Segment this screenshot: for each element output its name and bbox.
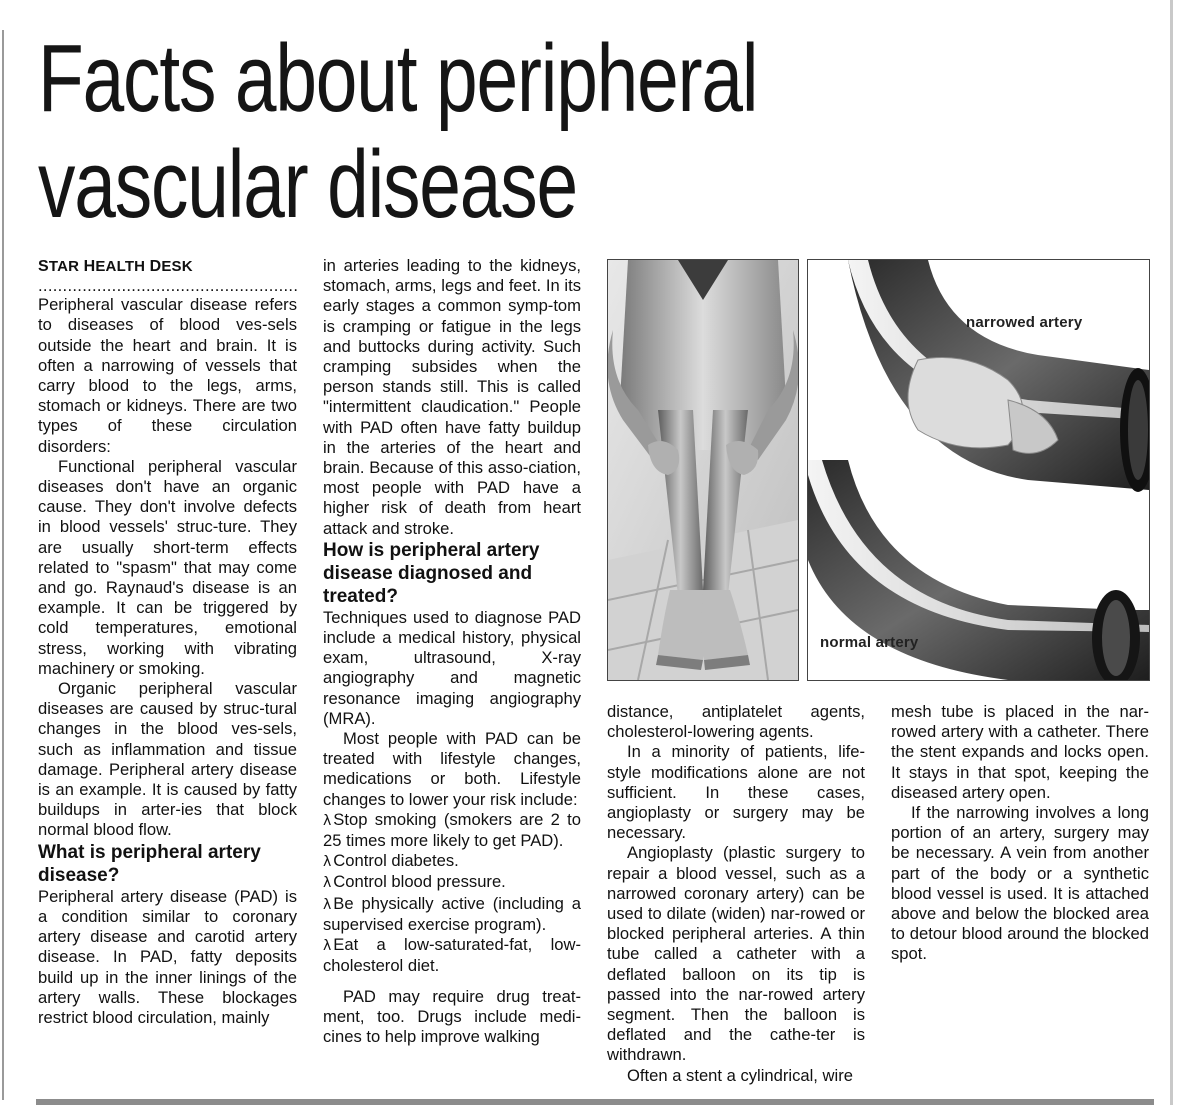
byline-tar: TAR: [48, 258, 84, 275]
col2-paragraph-4: PAD may require drug treat-ment, too. Drugs include medi-cines to help improve walking: [323, 986, 581, 1046]
bullet-icon: λ: [323, 854, 332, 871]
list-item: [323, 872, 581, 893]
col4-paragraph-1: mesh tube is placed in the nar-rowed artery with a catheter. There the stent expands and locks open. It stays in that spot, keeping the diseased artery open.: [891, 702, 1149, 802]
col3-paragraph-2: In a minority of patients, life-style modifications alone are not sufficient. In these cases, angioplasty or surgery may be necessary.: [607, 742, 865, 843]
bullet-icon: λ: [323, 812, 332, 829]
person-illustration: [608, 260, 798, 680]
headline: [38, 26, 912, 238]
label-narrowed-artery: narrowed artery: [966, 314, 1083, 331]
headline-line-2: vascular disease: [38, 131, 578, 238]
byline-h: H: [83, 258, 96, 275]
person-photo: [607, 259, 799, 681]
byline-s: S: [38, 258, 49, 275]
subhead-what-is-pad: What is peripheral artery disease?: [38, 841, 261, 886]
col1-paragraph-3: Organic peripheral vascular diseases are caused by struc-tural changes in the blood ves-sels, such as inflammation and tissue damage. Peripheral artery disease is an example. It is caused by fatty buildups in arter-ies that block normal blood flow.: [38, 679, 297, 840]
col2-paragraph-1: in arteries leading to the kidneys, stomach, arms, legs and feet. In its early stages a common symp-tom is cramping or fatigue in the legs and buttocks during activity. Such cramping subsides when the person stands still. This is called "intermittent claudication." People with PAD often have fatty buildup in the arteries of the heart and brain. Because of this asso-ciation, most people with PAD have a higher risk of death from heart attack and stroke.: [323, 256, 581, 538]
label-normal-artery: normal artery: [820, 634, 919, 651]
bullet-icon: λ: [323, 938, 332, 955]
list-item: [323, 851, 581, 872]
col2-paragraph-3: Most people with PAD can be treated with lifestyle changes, medications or both. Lifestyle changes to lower your risk include:: [323, 729, 581, 809]
headline-line-1: Facts about peripheral: [38, 25, 758, 132]
col1-paragraph-1: Peripheral vascular disease refers to diseases of blood ves-sels outside the heart and brain. It is often a narrowing of vessels that carry blood to the legs, arms, stomach or kidneys. There are two types of these circulation disorders:: [38, 295, 297, 456]
article-column-2: [323, 256, 581, 1047]
article-column-1: [38, 257, 297, 1028]
byline-esk: ESK: [161, 258, 193, 275]
list-item-text: Be physically active (including a supervised exercise program).: [323, 893, 581, 934]
col1-paragraph-4: Peripheral artery disease (PAD) is a condition similar to coronary artery disease and carotid artery disease. In PAD, fatty deposits build up in the inner linings of the artery walls. These blockages restrict blood circulation, mainly: [38, 886, 297, 1027]
bullet-icon: λ: [323, 896, 332, 913]
artery-diagram: [807, 259, 1150, 681]
article-column-4: [891, 702, 1149, 965]
list-item-text: Eat a low-saturated-fat, low-cholesterol diet.: [323, 935, 581, 976]
right-rule: [1170, 0, 1173, 1105]
list-item: [323, 935, 581, 976]
col1-paragraph-2: Functional peripheral vascular diseases don't have an organic cause. They don't involve defects in blood vessels' struc-ture. They are usually short-term effects related to "spasm" that may come and go. Raynaud's disease is an example. It can be triggered by cold temperatures, emotional stress, working with vibrating machinery or smoking.: [38, 456, 297, 678]
byline-ealth: EALTH: [95, 258, 150, 275]
col4-paragraph-2: If the narrowing involves a long portion of an artery, surgery may be necessary. A vein from another part of the body or a synthetic blood vessel is used. It is attached above and below the blocked area to detour blood around the blocked spot.: [891, 803, 1149, 964]
col2-paragraph-2: Techniques used to diagnose PAD include a medical history, physical exam, ultrasound, X-ray angiography and magnetic resonance imaging angiography (MRA).: [323, 607, 581, 728]
bullet-icon: λ: [323, 875, 332, 892]
bottom-rule: [36, 1099, 1154, 1105]
list-item-text: Control blood pressure.: [333, 872, 506, 892]
list-item: [323, 894, 581, 935]
byline-dots: .....................................................: [38, 276, 299, 296]
col3-paragraph-1: distance, antiplatelet agents, cholesterol-lowering agents.: [607, 702, 865, 742]
byline-d: D: [149, 258, 162, 275]
list-item: [323, 810, 581, 851]
list-item-text: Stop smoking (smokers are 2 to 25 times more likely to get PAD).: [323, 809, 581, 851]
left-rule: [2, 30, 4, 1100]
lifestyle-list: [323, 810, 581, 977]
col3-paragraph-3: Angioplasty (plastic surgery to repair a blood vessel, such as a narrowed coronary artery) can be used to dilate (widen) nar-rowed or blocked peripheral arteries. A thin tube called a catheter with a deflated balloon on its tip is passed into the nar-rowed artery segment. Then the balloon is deflated and the cathe-ter is withdrawn.: [607, 843, 865, 1065]
col3-paragraph-4: Often a stent a cylindrical, wire: [627, 1065, 853, 1085]
list-item-text: Control diabetes.: [333, 851, 459, 871]
article-column-3: [607, 702, 865, 1086]
subhead-diagnosed-treated: How is peripheral artery disease diagnosed and treated?: [323, 539, 540, 607]
byline: [38, 257, 297, 277]
spacer: [323, 977, 581, 987]
